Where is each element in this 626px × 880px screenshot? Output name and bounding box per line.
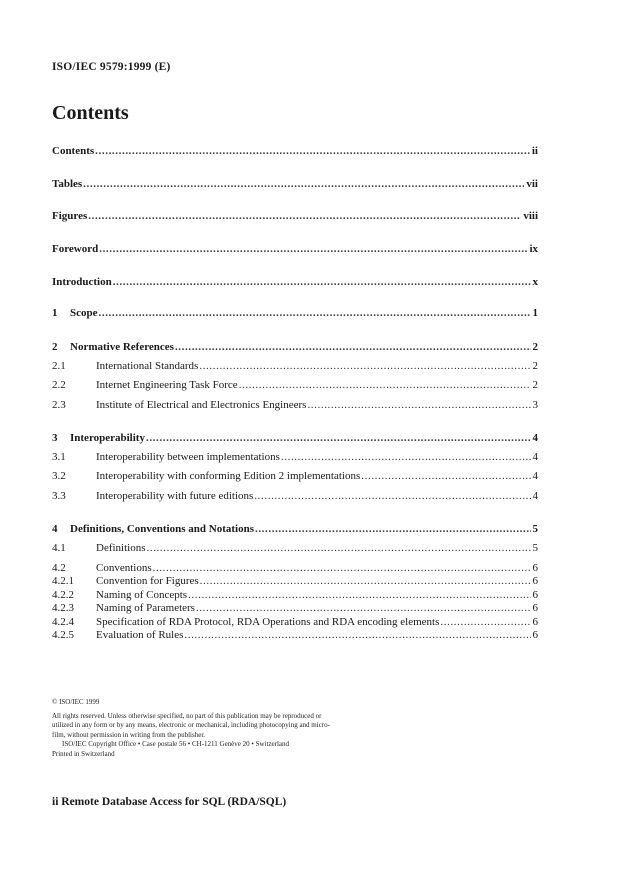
toc-entry-number: 4.2 (52, 562, 66, 574)
toc-entry-page: 5 (532, 523, 538, 535)
toc-entry-page: 4 (532, 490, 538, 502)
toc-entry[interactable] (52, 241, 538, 257)
toc-entry-page: 5 (532, 542, 538, 554)
toc-entry-number: 2.1 (52, 360, 66, 372)
page-title: Contents (52, 102, 129, 124)
toc-leader-dots (113, 274, 531, 290)
toc-entry-number: 4.2.5 (52, 629, 74, 641)
rights-line-2: utilized in any form or by any means, electronic or mechanical, including photocopying and micro- (52, 721, 330, 730)
toc-entry[interactable] (52, 358, 538, 374)
toc-entry-label: Interoperability with future editions (96, 490, 254, 502)
toc-leader-dots (147, 540, 531, 556)
toc-entry-label: Conventions (96, 562, 152, 574)
toc-entry-number: 4.1 (52, 542, 66, 554)
toc-entry-page: vii (526, 178, 538, 190)
toc-entry-number: 2.2 (52, 379, 66, 391)
toc-leader-dots (83, 176, 524, 192)
toc-entry-page: 6 (532, 575, 538, 587)
toc-leader-dots (99, 241, 527, 257)
toc-entry-label: Internet Engineering Task Force (96, 379, 238, 391)
page-footer: ii Remote Database Access for SQL (RDA/SQL) (52, 796, 287, 808)
printed-in: Printed in Switzerland (52, 749, 115, 758)
toc-entry-page: 6 (532, 616, 538, 628)
toc-entry-label: Evaluation of Rules (96, 629, 184, 641)
copyright-line: © ISO/IEC 1999 (52, 698, 100, 706)
toc-entry[interactable] (52, 430, 538, 446)
copyright-office: ISO/IEC Copyright Office • Case postale 56 • CH-1211 Genève 20 • Switzerland (62, 740, 290, 749)
toc-entry-page: 2 (532, 360, 538, 372)
toc-entry-label: Figures (52, 210, 88, 222)
toc-entry-page: 4 (532, 432, 538, 444)
toc-entry-label: Definitions, Conventions and Notations (70, 523, 254, 535)
toc-leader-dots (255, 521, 531, 537)
toc-leader-dots (281, 449, 531, 465)
toc-entry-number: 3.3 (52, 490, 66, 502)
toc-leader-dots (146, 430, 531, 446)
toc-entry-page: 4 (532, 451, 538, 463)
toc-entry[interactable] (52, 274, 538, 290)
rights-line-1: All rights reserved. Unless otherwise specified, no part of this publication may be reproduced or (52, 711, 322, 720)
toc-entry-number: 2 (52, 341, 58, 353)
toc-entry-label: Scope (70, 307, 98, 319)
toc-entry-label: Interoperability with conforming Edition 2 implementations (96, 470, 361, 482)
toc-entry-label: Normative References (70, 341, 174, 353)
toc-leader-dots (95, 143, 530, 159)
toc-entry[interactable] (52, 377, 538, 393)
toc-entry[interactable] (52, 521, 538, 537)
toc-entry[interactable] (52, 305, 538, 321)
toc-entry[interactable] (52, 397, 538, 413)
toc-entry-page: viii (523, 210, 538, 222)
toc-entry-number: 3.1 (52, 451, 66, 463)
toc-entry-label: Specification of RDA Protocol, RDA Operations and RDA encoding elements (96, 616, 440, 628)
toc-entry-page: x (532, 276, 538, 288)
toc-entry-number: 4.2.3 (52, 602, 74, 614)
toc-entry-page: ii (531, 145, 538, 157)
toc-entry-label: Naming of Concepts (96, 589, 188, 601)
toc-entry-label: Interoperability (70, 432, 145, 444)
toc-entry-number: 3.2 (52, 470, 66, 482)
toc-entry-page: 6 (532, 629, 538, 641)
toc-entry[interactable] (52, 208, 538, 224)
toc-entry-label: Convention for Figures (96, 575, 199, 587)
toc-entry-page: 2 (532, 379, 538, 391)
toc-entry-label: Tables (52, 178, 83, 190)
toc-entry-number: 3 (52, 432, 58, 444)
toc-entry-number: 4 (52, 523, 58, 535)
toc-leader-dots (184, 627, 530, 643)
toc-entry-number: 4.2.1 (52, 575, 74, 587)
toc-entry-page: 6 (532, 589, 538, 601)
toc-entry[interactable] (52, 468, 538, 484)
toc-entry-label: Foreword (52, 243, 99, 255)
toc-entry-label: Contents (52, 145, 95, 157)
toc-entry-label: Naming of Parameters (96, 602, 195, 614)
toc-entry-page: 4 (532, 470, 538, 482)
toc-entry[interactable] (52, 176, 538, 192)
toc-entry[interactable] (52, 540, 538, 556)
toc-entry-number: 4.2.2 (52, 589, 74, 601)
toc-entry-label: Interoperability between implementations (96, 451, 280, 463)
toc-entry-number: 1 (52, 307, 58, 319)
toc-entry[interactable] (52, 449, 538, 465)
toc-entry-page: 1 (532, 307, 538, 319)
toc-leader-dots (254, 488, 530, 504)
toc-entry[interactable] (52, 339, 538, 355)
toc-entry-page: ix (529, 243, 538, 255)
document-id: ISO/IEC 9579:1999 (E) (52, 61, 171, 73)
toc-entry-label: Introduction (52, 276, 112, 288)
rights-line-3: film, without permission in writing from the publisher. (52, 730, 206, 739)
toc-entry[interactable] (52, 143, 538, 159)
toc-leader-dots (239, 377, 531, 393)
toc-leader-dots (307, 397, 530, 413)
toc-entry[interactable] (52, 627, 538, 643)
toc-entry-number: 2.3 (52, 399, 66, 411)
toc-entry-number: 4.2.4 (52, 616, 74, 628)
toc-leader-dots (99, 305, 531, 321)
toc-entry-page: 6 (532, 602, 538, 614)
toc-entry-page: 3 (532, 399, 538, 411)
toc-entry-label: Definitions (96, 542, 146, 554)
toc-leader-dots (361, 468, 530, 484)
copyright-notice (52, 698, 412, 760)
toc-entry-label: Institute of Electrical and Electronics Engineers (96, 399, 307, 411)
toc-leader-dots (175, 339, 531, 355)
toc-entry[interactable] (52, 488, 538, 504)
toc-leader-dots (88, 208, 521, 224)
toc-entry-page: 2 (532, 341, 538, 353)
toc-leader-dots (199, 358, 530, 374)
toc-entry-page: 6 (532, 562, 538, 574)
toc-entry-label: International Standards (96, 360, 199, 372)
